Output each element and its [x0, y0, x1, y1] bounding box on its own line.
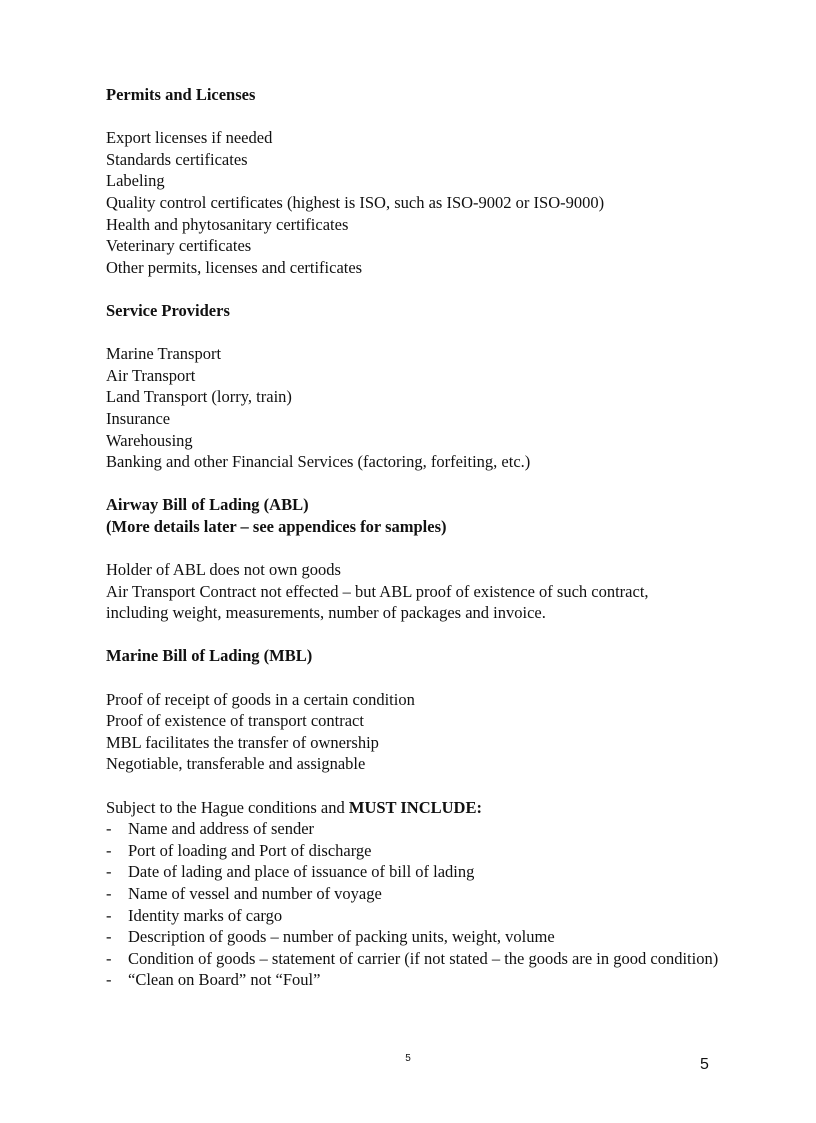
permits-item: Export licenses if needed — [106, 128, 273, 148]
mbl-bullet-text: Name and address of sender — [128, 819, 315, 839]
bullet-marker: - — [106, 883, 112, 903]
service-heading: Service Providers — [106, 300, 230, 320]
service-item: Insurance — [106, 408, 171, 428]
mbl-bullet — [106, 969, 746, 991]
bullet-marker: - — [106, 948, 112, 968]
permits-item: Health and phytosanitary certificates — [106, 214, 349, 234]
bullet-marker: - — [106, 840, 112, 860]
mbl-bullet — [106, 883, 746, 905]
bullet-marker: - — [106, 905, 112, 925]
mbl-bullet — [106, 905, 746, 927]
mbl-item: MBL facilitates the transfer of ownership — [106, 732, 379, 752]
permits-item: Veterinary certificates — [106, 236, 252, 256]
bullet-marker: - — [106, 862, 112, 882]
mbl-bullet-text: “Clean on Board” not “Foul” — [128, 970, 321, 990]
abl-item: Holder of ABL does not own goods — [106, 560, 341, 580]
mbl-bullet-text: Description of goods – number of packing units, weight, volume — [128, 927, 555, 947]
mbl-bullet — [106, 948, 746, 970]
mbl-bullet-text: Port of loading and Port of discharge — [128, 840, 372, 860]
permits-item: Quality control certificates (highest is ISO, such as ISO-9002 or ISO-9000) — [106, 192, 605, 212]
mbl-bullet-text: Condition of goods – statement of carrier (if not stated – the goods are in good condition) — [128, 948, 719, 968]
bullet-marker: - — [106, 970, 112, 990]
permits-item: Standards certificates — [106, 149, 248, 169]
mbl-bullet-text: Name of vessel and number of voyage — [128, 883, 382, 903]
abl-heading: Airway Bill of Lading (ABL) — [106, 495, 309, 515]
bullet-marker: - — [106, 819, 112, 839]
hague-intro-line — [106, 797, 746, 819]
mbl-item: Proof of existence of transport contract — [106, 711, 364, 731]
service-item: Air Transport — [106, 365, 196, 385]
mbl-item: Proof of receipt of goods in a certain condition — [106, 689, 415, 709]
document-page — [106, 84, 746, 991]
service-item: Land Transport (lorry, train) — [106, 387, 292, 407]
bullet-marker: - — [106, 927, 112, 947]
service-item: Banking and other Financial Services (factoring, forfeiting, etc.) — [106, 452, 531, 472]
mbl-bullet-text: Identity marks of cargo — [128, 905, 283, 925]
mbl-bullet — [106, 926, 746, 948]
abl-subheading: (More details later – see appendices for samples) — [106, 516, 447, 536]
hague-intro-text: Subject to the Hague conditions and — [106, 797, 349, 817]
footer-page-number-right: 5 — [700, 1056, 709, 1073]
mbl-bullet-text: Date of lading and place of issuance of bill of lading — [128, 862, 475, 882]
footer-page-number-center: 5 — [405, 1053, 411, 1064]
mbl-bullet — [106, 818, 746, 840]
permits-item: Labeling — [106, 171, 165, 191]
mbl-bullet — [106, 840, 746, 862]
mbl-item: Negotiable, transferable and assignable — [106, 754, 366, 774]
mbl-bullet — [106, 861, 746, 883]
abl-item: including weight, measurements, number of packages and invoice. — [106, 603, 546, 623]
service-item: Marine Transport — [106, 344, 222, 364]
must-include-text: MUST INCLUDE: — [348, 797, 482, 817]
abl-item: Air Transport Contract not effected – but ABL proof of existence of such contract, — [106, 581, 649, 601]
service-item: Warehousing — [106, 430, 193, 450]
permits-heading: Permits and Licenses — [106, 85, 256, 104]
mbl-heading: Marine Bill of Lading (MBL) — [106, 646, 313, 666]
permits-item: Other permits, licenses and certificates — [106, 257, 363, 277]
